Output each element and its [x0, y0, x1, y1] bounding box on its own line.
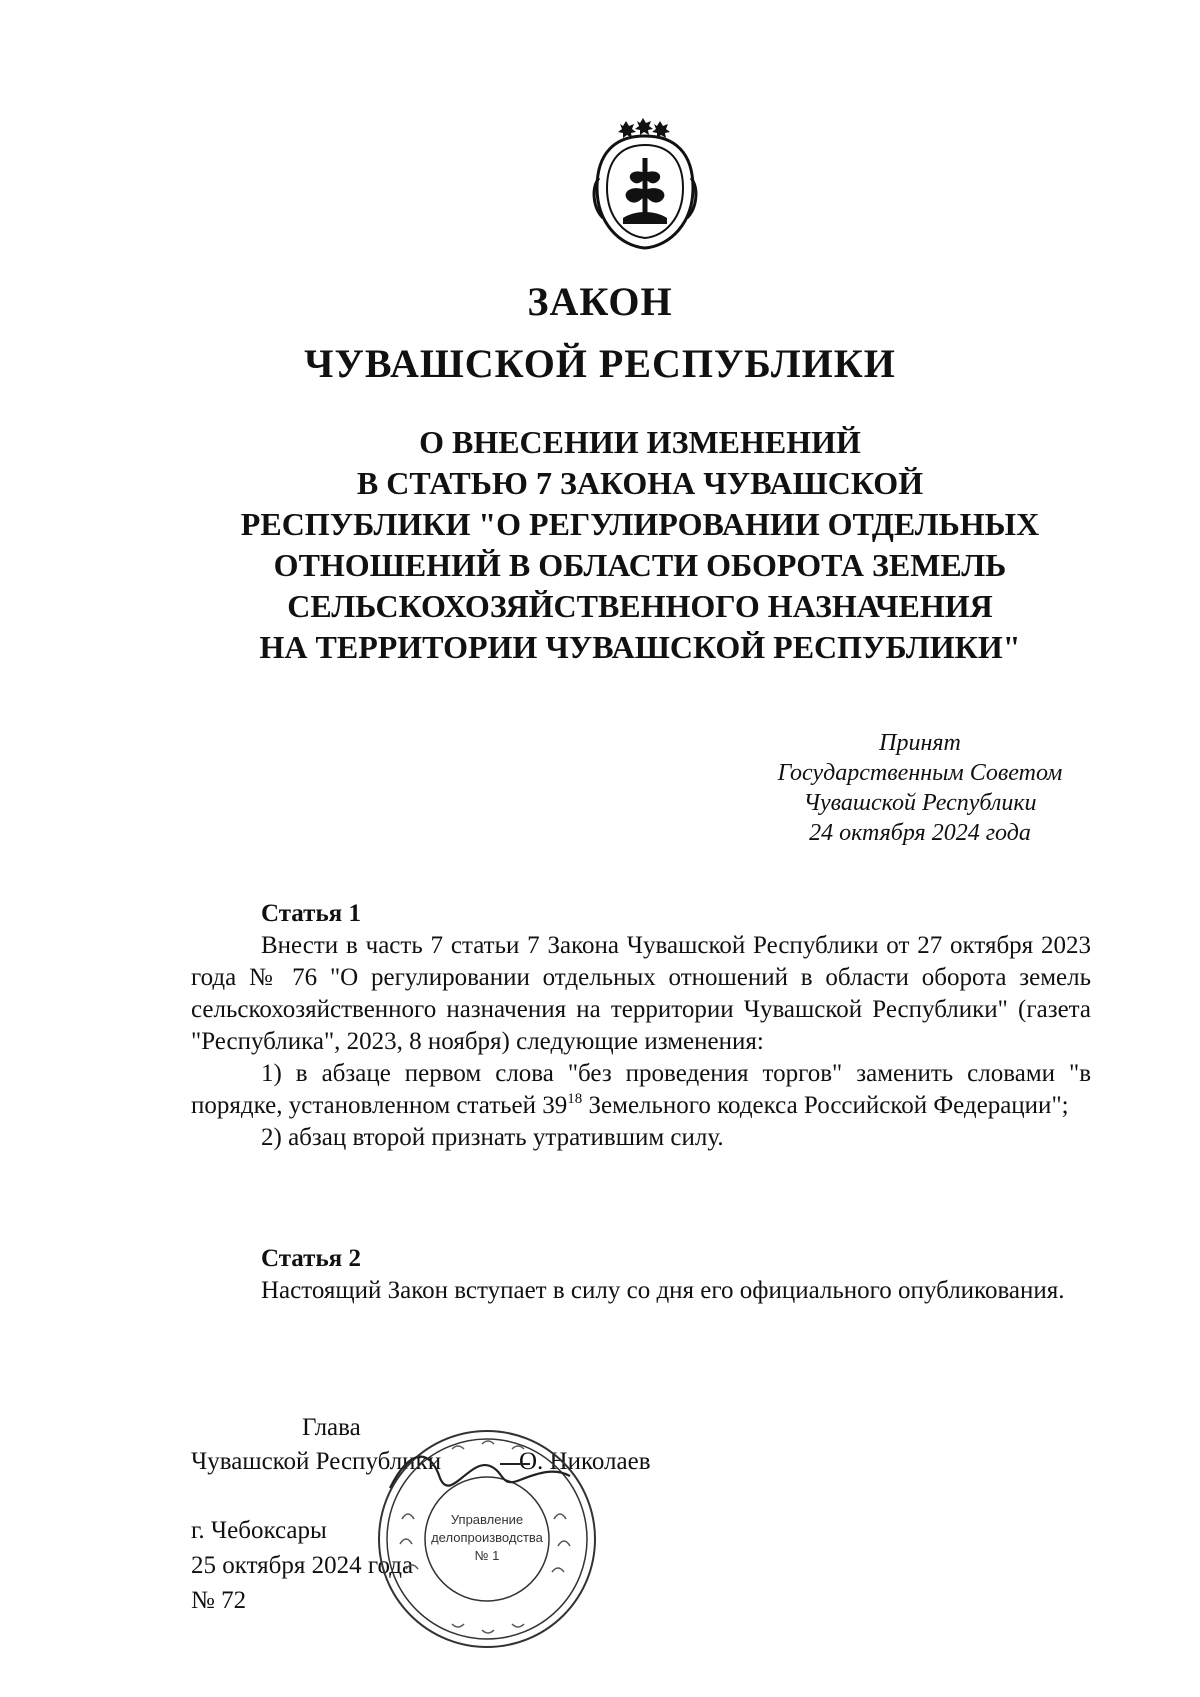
superscript: 18 [567, 1091, 583, 1107]
subject-line: В СТАТЬЮ 7 ЗАКОНА ЧУВАШСКОЙ [356, 465, 924, 501]
article-heading: Статья 1 [261, 900, 361, 927]
adoption-line: Принят [879, 730, 961, 756]
subject-line: СЕЛЬСКОХОЗЯЙСТВЕННОГО НАЗНАЧЕНИЯ [287, 588, 993, 624]
signatory-title: Глава [302, 1414, 361, 1441]
subject-line: О ВНЕСЕНИИ ИЗМЕНЕНИЙ [419, 424, 861, 460]
subject-line: ОТНОШЕНИЙ В ОБЛАСТИ ОБОРОТА ЗЕМЕЛЬ [273, 547, 1007, 583]
signing-place: г. Чебоксары [191, 1517, 327, 1544]
signatory-name: О. Николаев [519, 1448, 651, 1475]
subject-line: РЕСПУБЛИКИ "О РЕГУЛИРОВАНИИ ОТДЕЛЬНЫХ [240, 506, 1040, 542]
adoption-line: Чувашской Республики [803, 790, 1037, 816]
law-number: № 72 [191, 1587, 247, 1614]
signing-date: 25 октября 2024 года [191, 1552, 414, 1579]
adoption-line: Государственным Советом [777, 760, 1063, 786]
adoption-date: 24 октября 2024 года [809, 820, 1031, 846]
stamp-text: Управление [450, 1512, 524, 1527]
signatory-title: Чувашской Республики [191, 1448, 442, 1475]
item-text: Земельного кодекса Российской Федерации"; [582, 1092, 1069, 1119]
article-item [191, 1058, 1091, 1122]
stamp-text: № 1 [474, 1548, 500, 1563]
article-paragraph: Настоящий Закон вступает в силу со дня его официального опубликования. [261, 1277, 1065, 1304]
law-subject-heading [220, 422, 1060, 668]
adoption-note [760, 728, 1080, 848]
article-item: 2) абзац второй признать утратившим силу. [261, 1124, 724, 1151]
handwritten-signature-icon [380, 1428, 630, 1508]
item-text: 1) в абзаце первом слова "без проведения торгов" заменить словами "в порядке, установленном статьей 39 [191, 1060, 1091, 1119]
article-2 [191, 1243, 1091, 1307]
chuvash-emblem-icon [585, 118, 705, 253]
republic-title: ЧУВАШСКОЙ РЕСПУБЛИКИ [304, 341, 896, 386]
subject-line: НА ТЕРРИТОРИИ ЧУВАШСКОЙ РЕСПУБЛИКИ" [259, 629, 1021, 665]
stamp-text: делопроизводства [431, 1530, 543, 1545]
article-heading: Статья 2 [261, 1245, 361, 1272]
article-1 [191, 898, 1091, 1154]
article-paragraph: Внести в часть 7 статьи 7 Закона Чувашской Республики от 27 октября 2023 года № 76 "О регулировании отдельных отношений в области оборота земель сельскохозяйственного назначения на территории Чувашской Республики" (газета "Республика", 2023, 8 ноября) следующие изменения: [191, 932, 1091, 1055]
law-title: ЗАКОН [527, 279, 673, 324]
